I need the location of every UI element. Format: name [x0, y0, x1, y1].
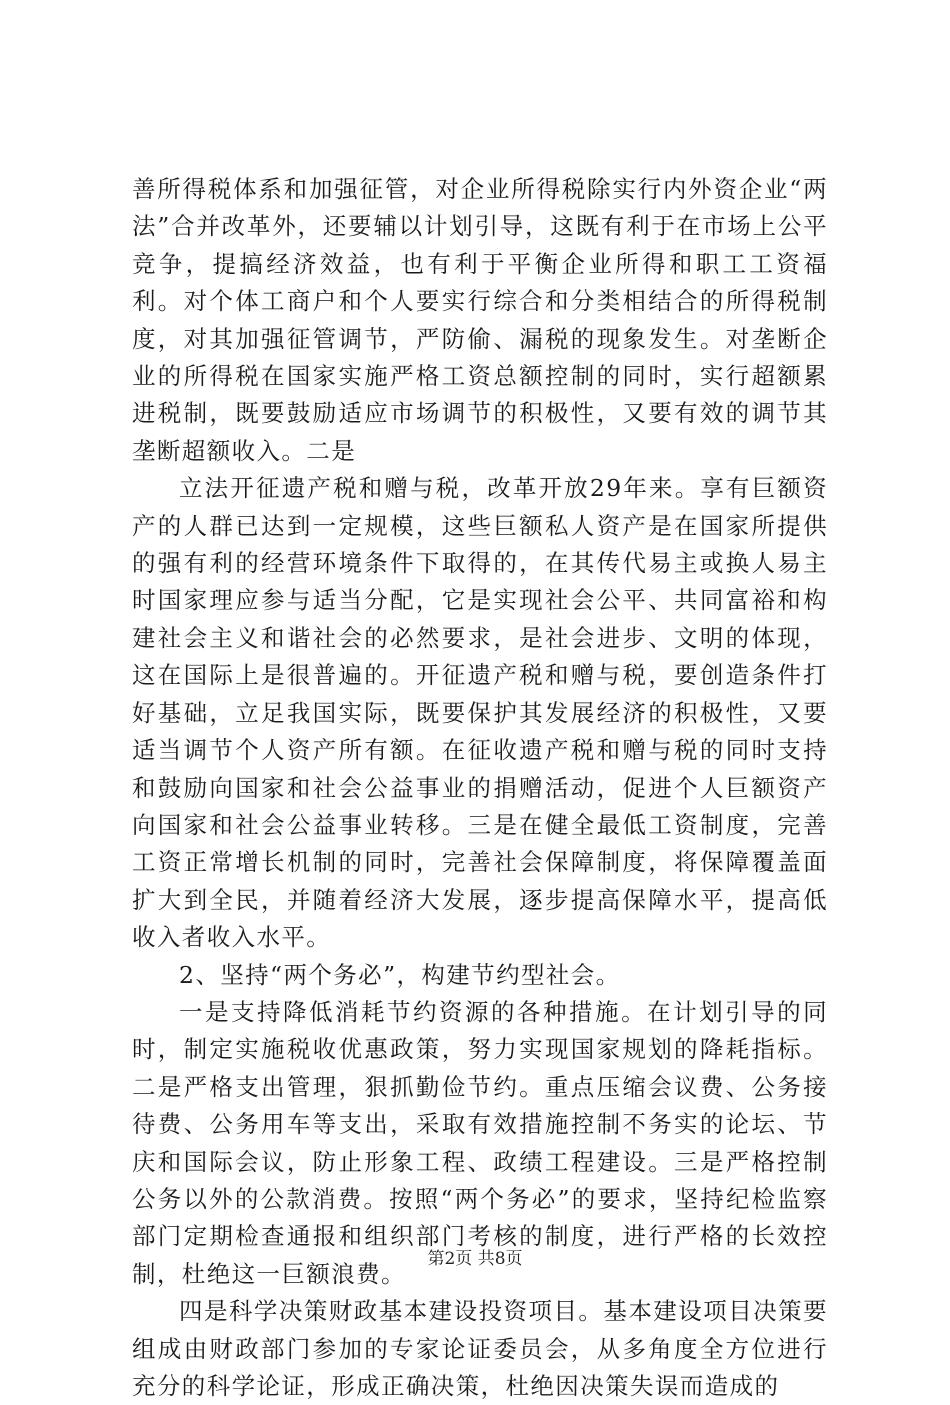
body-text [132, 171, 828, 1405]
paragraph-1: 善所得税体系和加强征管，对企业所得税除实行内外资企业“两法”合并改革外，还要辅以计划引导，这既有利于在市场上公平竞争，提搞经济效益，也有利于平衡企业所得和职工工资福利。对个体工商户和个人要实行综合和分类相结合的所得税制度，对其加强征管调节，严防偷、漏税的现象发生。对垄断企业的所得税在国家实施严格工资总额控制的同时，实行超额累进税制，既要鼓励适应市场调节的积极性，又要有效的调节其垄断超额收入。二是 [132, 175, 828, 465]
page-number-footer: 第2页 共8页 [427, 1249, 523, 1269]
paragraph-3: 2、坚持“两个务必”，构建节约型社会。 [179, 960, 621, 989]
paragraph-5: 四是科学决策财政基本建设投资项目。基本建设项目决策要组成由财政部门参加的专家论证委员会，从多角度全方位进行充分的科学论证，形成正确决策，杜绝因决策失误而造成的 [132, 1297, 828, 1400]
paragraph-2: 立法开征遗产税和赠与税，改革开放29年来。享有巨额资产的人群已达到一定规模，这些巨额私人资产是在国家所提供的强有利的经营环境条件下取得的，在其传代易主或换人易主时国家理应参与适当分配，它是实现社会公平、共同富裕和构建社会主义和谐社会的必然要求，是社会进步、文明的体现，这在国际上是很普遍的。开征遗产税和赠与税，要创造条件打好基础，立足我国实际，既要保护其发展经济的积极性，又要适当调节个人资产所有额。在征收遗产税和赠与税的同时支持和鼓励向国家和社会公益事业的捐赠活动，促进个人巨额资产向国家和社会公益事业转移。三是在健全最低工资制度，完善工资正常增长机制的同时，完善社会保障制度，将保障覆盖面扩大到全民，并随着经济大发展，逐步提高保障水平，提高低收入者收入水平。 [132, 474, 828, 952]
paragraph-4: 一是支持降低消耗节约资源的各种措施。在计划引导的同时，制定实施税收优惠政策，努力实现国家规划的降耗指标。二是严格支出管理，狠抓勤俭节约。重点压缩会议费、公务接待费、公务用车等支出，采取有效措施控制不务实的论坛、节庆和国际会议，防止形象工程、政绩工程建设。三是严格控制公务以外的公款消费。按照“两个务必”的要求，坚持纪检监察部门定期检查通报和组织部门考核的制度，进行严格的长效控制，杜绝这一巨额浪费。 [132, 997, 828, 1288]
